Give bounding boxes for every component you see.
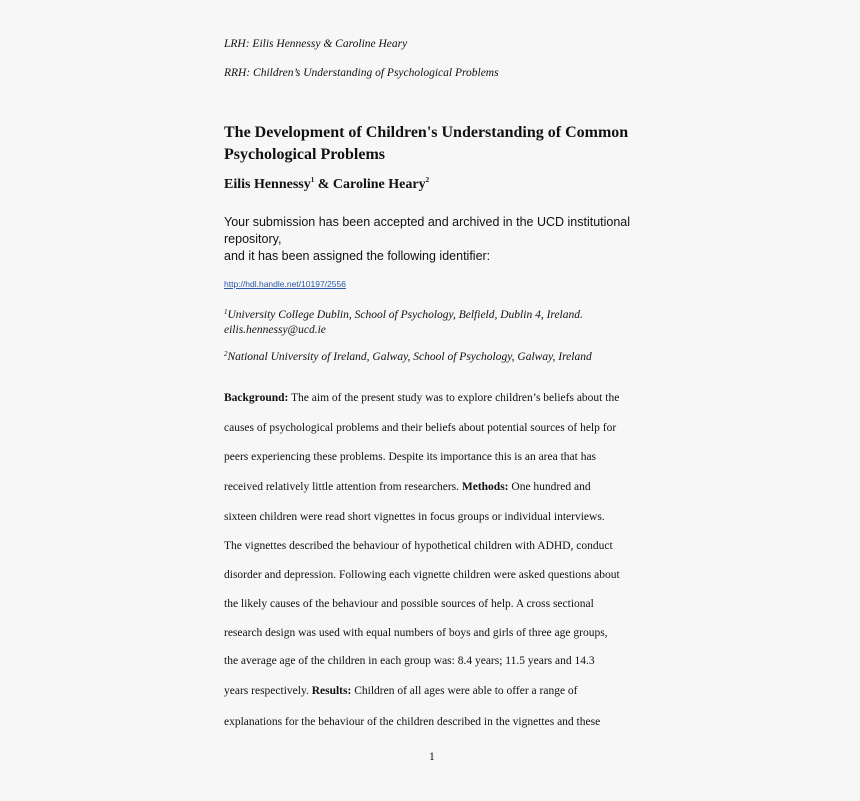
affiliation-1-email: eilis.hennessy@ucd.ie: [224, 324, 326, 336]
author-1-affiliation-mark: 1: [310, 176, 315, 184]
abstract-line: Background: The aim of the present study was to explore children’s beliefs about the: [224, 392, 620, 404]
author-2-affiliation-mark: 2: [425, 176, 430, 184]
affiliation-1-mark: 1: [224, 308, 228, 316]
section-label-results: Results:: [311, 685, 352, 697]
author-2: Caroline Heary: [332, 177, 426, 192]
author-line: [224, 176, 429, 193]
repository-notice-line-2: and it has been assigned the following identifier:: [224, 249, 491, 263]
abstract-line: The vignettes described the behaviour of hypothetical children with ADHD, conduct: [224, 540, 613, 552]
author-1: Eilis Hennessy: [224, 177, 311, 192]
affiliation-1: [224, 305, 644, 338]
section-label-methods: Methods:: [461, 481, 509, 493]
abstract-line: peers experiencing these problems. Despite its importance this is an area that has: [224, 451, 597, 463]
abstract-line: received relatively little attention from researchers. Methods: One hundred and: [224, 481, 591, 493]
abstract-line: explanations for the behaviour of the children described in the vignettes and these: [224, 716, 601, 728]
abstract-line: causes of psychological problems and their beliefs about potential sources of help for: [224, 422, 617, 434]
abstract-line: years respectively. Results: Children of all ages were able to offer a range of: [224, 685, 578, 697]
paper-title: The Development of Children's Understanding of Common Psychological Problems: [224, 124, 629, 163]
abstract-line: the average age of the children in each group was: 8.4 years; 11.5 years and 14.3: [224, 655, 595, 667]
abstract-line: disorder and depression. Following each vignette children were asked questions about: [224, 569, 620, 581]
page-number: 1: [429, 751, 435, 763]
left-running-head: LRH: Eilis Hennessy & Caroline Heary: [224, 38, 408, 50]
abstract-line: research design was used with equal numbers of boys and girls of three age groups,: [224, 627, 608, 639]
repository-notice-line-1: Your submission has been accepted and archived in the UCD institutional repository,: [224, 215, 631, 246]
abstract-line: sixteen children were read short vignettes in focus groups or individual interviews.: [224, 511, 605, 523]
author-separator: &: [314, 177, 333, 192]
affiliation-2-text: National University of Ireland, Galway, School of Psychology, Galway, Ireland: [227, 351, 592, 363]
section-label-background: Background:: [224, 392, 289, 404]
repository-notice: [224, 214, 644, 265]
affiliation-1-text: University College Dublin, School of Psychology, Belfield, Dublin 4, Ireland.: [227, 309, 583, 321]
right-running-head: RRH: Children’s Understanding of Psychological Problems: [224, 67, 499, 79]
abstract-line: the likely causes of the behaviour and possible sources of help. A cross sectional: [224, 598, 594, 610]
handle-identifier-link[interactable]: http://hdl.handle.net/10197/2556: [224, 279, 346, 289]
affiliation-2: [224, 347, 644, 365]
affiliation-2-mark: 2: [224, 350, 228, 358]
